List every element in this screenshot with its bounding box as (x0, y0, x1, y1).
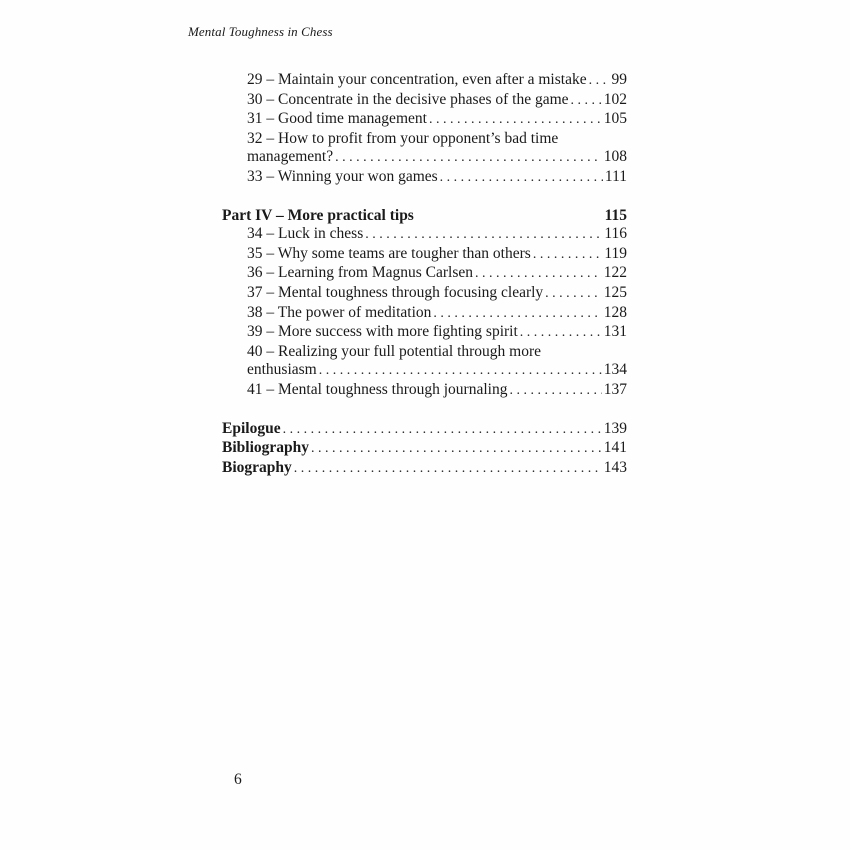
dot-leader (520, 324, 602, 343)
spacer (222, 188, 627, 207)
dot-leader (429, 111, 602, 130)
toc-entry-29 (222, 71, 627, 91)
dot-leader (533, 246, 603, 265)
toc-entry-label-line1: 40 – Realizing your full potential through more (247, 342, 542, 360)
dot-leader (433, 305, 601, 324)
dot-leader (319, 362, 602, 381)
toc-entry-36 (222, 264, 627, 284)
dot-leader (335, 149, 602, 168)
toc-entry-label: 39 – More success with more fighting spirit (247, 323, 518, 341)
toc-entry-30 (222, 91, 627, 111)
toc-entry-label: Epilogue (222, 419, 281, 437)
toc-entry-label: 29 – Maintain your concentration, even after a mistake (247, 71, 587, 88)
toc-part-heading (222, 207, 627, 226)
toc-entry-page: 108 (603, 148, 627, 166)
toc-entry-38 (222, 304, 627, 324)
toc-entry-35 (222, 245, 627, 265)
toc-entry-page: 105 (603, 110, 627, 128)
toc-part-page: 115 (604, 206, 627, 224)
toc-entry-label: 36 – Learning from Magnus Carlsen (247, 264, 473, 282)
dot-leader (283, 421, 602, 440)
toc-entry-page: 125 (603, 283, 627, 301)
toc-entry-page: 111 (604, 167, 627, 185)
toc-entry-bibliography (222, 439, 627, 459)
dot-leader (509, 382, 601, 401)
dot-leader (311, 440, 602, 459)
toc-entry-label-line2: management? (247, 148, 334, 166)
toc-entry-label: 37 – Mental toughness through focusing clearly (247, 283, 544, 301)
dot-leader (475, 265, 602, 284)
toc-entry-page: 134 (603, 361, 627, 379)
toc-entry-39 (222, 323, 627, 343)
toc-entry-37 (222, 284, 627, 304)
toc-part-label: Part IV – More practical tips (222, 206, 414, 224)
toc-entry-label: 30 – Concentrate in the decisive phases of the game (247, 90, 569, 108)
toc-entry-34 (222, 225, 627, 245)
toc-entry-33 (222, 168, 627, 188)
toc-entry-label: 38 – The power of meditation (247, 303, 432, 321)
toc-entry-label: Bibliography (222, 439, 309, 457)
toc-entry-40 (222, 343, 627, 381)
toc-entry-page: 119 (604, 244, 627, 262)
running-head: Mental Toughness in Chess (188, 24, 333, 39)
toc-entry-page: 139 (603, 419, 627, 437)
toc-entry-31 (222, 110, 627, 130)
toc-entry-label: 31 – Good time management (247, 110, 427, 128)
toc-entry-page: 116 (604, 225, 627, 243)
toc-entry-biography (222, 459, 627, 479)
toc-entry-page: 99 (611, 71, 627, 88)
toc-entry-label-line1: 32 – How to profit from your opponent’s bad time (247, 129, 559, 147)
dot-leader (571, 92, 602, 111)
dot-leader (365, 226, 602, 245)
toc-entry-label: 35 – Why some teams are tougher than others (247, 244, 531, 262)
toc-entry-page: 141 (603, 439, 627, 457)
toc-entry-41 (222, 381, 627, 401)
toc-entry-label: 34 – Luck in chess (247, 225, 364, 243)
toc-entry-label-line2: enthusiasm (247, 361, 317, 379)
toc-entry-32 (222, 130, 627, 168)
page-number: 6 (234, 771, 242, 788)
dot-leader (545, 285, 602, 304)
toc-entry-page: 143 (603, 458, 627, 476)
dot-leader (294, 460, 602, 479)
toc-entry-label: Biography (222, 458, 292, 476)
toc-entry-page: 128 (603, 303, 627, 321)
spacer (222, 401, 627, 420)
toc-entry-page: 137 (603, 380, 627, 398)
toc-entry-page: 131 (603, 323, 627, 341)
toc-entry-page: 102 (603, 90, 627, 108)
toc-entry-label: 41 – Mental toughness through journaling (247, 380, 508, 398)
dot-leader (589, 72, 610, 91)
toc-entry-page: 122 (603, 264, 627, 282)
toc-entry-label: 33 – Winning your won games (247, 167, 438, 185)
dot-leader (440, 169, 603, 188)
toc-entry-epilogue (222, 420, 627, 440)
table-of-contents (222, 71, 627, 478)
